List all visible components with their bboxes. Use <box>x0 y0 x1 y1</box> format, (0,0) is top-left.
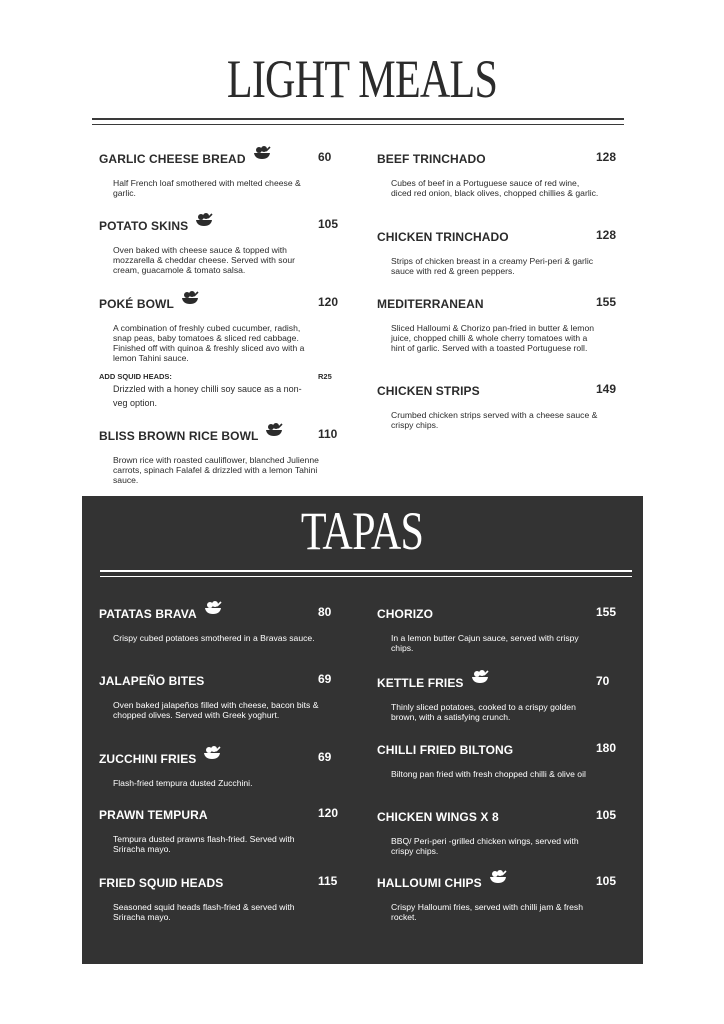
salad-bowl-icon <box>194 212 214 233</box>
menu-item <box>99 806 339 854</box>
item-price: 60 <box>318 150 332 164</box>
item-name: BLISS BROWN RICE BOWL <box>99 429 259 443</box>
tapas-title: TAPAS <box>300 501 424 561</box>
item-price: 105 <box>596 874 617 888</box>
item-price: 70 <box>596 674 610 688</box>
item-name: MEDITERRANEAN <box>377 297 484 311</box>
item-description: Tempura dusted prawns flash-fried. Served with Sriracha mayo. <box>113 834 295 854</box>
item-description: Sliced Halloumi & Chorizo pan-fried in butter & lemon juice, chopped chilli & whole cherry tomatoes with a hint of garlic. Served with a toasted Portuguese roll. <box>391 323 595 353</box>
menu-item <box>99 427 339 485</box>
menu-item <box>377 741 617 779</box>
divider <box>92 118 624 120</box>
item-price: 180 <box>596 741 617 755</box>
menu-item <box>99 750 339 788</box>
item-description: Flash-fried tempura dusted Zucchini. <box>113 778 253 788</box>
item-name: CHILLI FRIED BILTONG <box>377 743 514 757</box>
item-price: 155 <box>596 605 617 619</box>
item-description: Seasoned squid heads flash-fried & served with Sriracha mayo. <box>113 902 295 922</box>
addon-price: R25 <box>318 372 332 381</box>
menu-item <box>377 382 617 430</box>
item-description: Cubes of beef in a Portuguese sauce of red wine, diced red onion, black olives, chopped chillies & garlic. <box>391 178 599 198</box>
light-meals-title: LIGHT MEALS <box>226 49 498 109</box>
item-name: POKÉ BOWL <box>99 297 174 311</box>
item-price: 155 <box>596 295 617 309</box>
item-name: ZUCCHINI FRIES <box>99 752 197 766</box>
menu-item <box>377 874 617 922</box>
item-description: Oven baked with cheese sauce & topped with mozzarella & cheddar cheese. Served with sour cream, guacamole & tomato salsa. <box>113 245 295 275</box>
item-price: 128 <box>596 150 617 164</box>
item-name: GARLIC CHEESE BREAD <box>99 152 246 166</box>
salad-bowl-icon <box>203 600 223 621</box>
salad-bowl-icon <box>252 145 272 166</box>
item-description: Strips of chicken breast in a creamy Peri-peri & garlic sauce with red & green peppers. <box>391 256 594 276</box>
item-description: Half French loaf smothered with melted cheese & garlic. <box>113 178 301 198</box>
item-name: PATATAS BRAVA <box>99 607 197 621</box>
menu-item <box>99 672 339 720</box>
menu-item <box>377 674 617 722</box>
menu-item <box>377 228 617 276</box>
item-description: In a lemon butter Cajun sauce, served with crispy chips. <box>391 633 579 653</box>
item-name: JALAPEÑO BITES <box>99 674 205 688</box>
item-description: Brown rice with roasted cauliflower, blanched Julienne carrots, spinach Falafel & drizzled with a lemon Tahini sauce. <box>113 455 319 485</box>
menu-item <box>99 217 339 275</box>
item-price: 110 <box>318 427 338 441</box>
item-price: 120 <box>318 295 339 309</box>
menu-item <box>99 874 339 922</box>
item-price: 69 <box>318 672 332 686</box>
item-price: 69 <box>318 750 332 764</box>
divider <box>100 570 632 572</box>
item-name: BEEF TRINCHADO <box>377 152 486 166</box>
item-description: Biltong pan fried with fresh chopped chilli & olive oil <box>391 769 586 779</box>
item-description: BBQ/ Peri-peri -grilled chicken wings, served with crispy chips. <box>391 836 579 856</box>
divider <box>100 576 632 577</box>
addon-description: Drizzled with a honey chilli soy sauce as a non-veg option. <box>113 384 302 408</box>
item-name: CHICKEN WINGS X 8 <box>377 810 499 824</box>
menu-item <box>377 808 617 856</box>
item-name: PRAWN TEMPURA <box>99 808 208 822</box>
item-name: CHICKEN STRIPS <box>377 384 480 398</box>
salad-bowl-icon <box>180 290 200 311</box>
item-price: 128 <box>596 228 617 242</box>
item-price: 115 <box>318 874 338 888</box>
addon-label: ADD SQUID HEADS: <box>99 372 172 381</box>
item-price: 105 <box>596 808 617 822</box>
item-name: CHICKEN TRINCHADO <box>377 230 509 244</box>
item-description: A combination of freshly cubed cucumber, radish, snap peas, baby tomatoes & sliced red cabbage. Finished off with quinoa & freshly sliced avo with a lemon Tahini sauce. <box>113 323 305 363</box>
salad-bowl-icon <box>202 745 222 766</box>
item-name: FRIED SQUID HEADS <box>99 876 224 890</box>
item-description: Crispy cubed potatoes smothered in a Bravas sauce. <box>113 633 315 643</box>
menu-item <box>377 295 617 353</box>
menu-item <box>99 605 339 643</box>
divider <box>92 124 624 125</box>
menu-item <box>99 295 339 363</box>
salad-bowl-icon <box>264 422 284 443</box>
salad-bowl-icon <box>470 669 490 690</box>
item-name: POTATO SKINS <box>99 219 189 233</box>
menu-item <box>99 150 339 198</box>
item-description: Crumbed chicken strips served with a cheese sauce & crispy chips. <box>391 410 598 430</box>
menu-item <box>377 605 617 653</box>
item-price: 105 <box>318 217 339 231</box>
menu-item <box>377 150 617 198</box>
item-price: 80 <box>318 605 332 619</box>
salad-bowl-icon <box>488 869 508 890</box>
item-description: Oven baked jalapeños filled with cheese, bacon bits & chopped olives. Served with Greek yoghurt. <box>113 700 319 720</box>
item-name: KETTLE FRIES <box>377 676 464 690</box>
item-price: 149 <box>596 382 617 396</box>
item-description: Thinly sliced potatoes, cooked to a crispy golden brown, with a satisfying crunch. <box>391 702 576 722</box>
addon <box>99 372 339 410</box>
item-name: CHORIZO <box>377 607 434 621</box>
item-price: 120 <box>318 806 339 820</box>
item-description: Crispy Halloumi fries, served with chilli jam & fresh rocket. <box>391 902 583 922</box>
item-name: HALLOUMI CHIPS <box>377 876 482 890</box>
